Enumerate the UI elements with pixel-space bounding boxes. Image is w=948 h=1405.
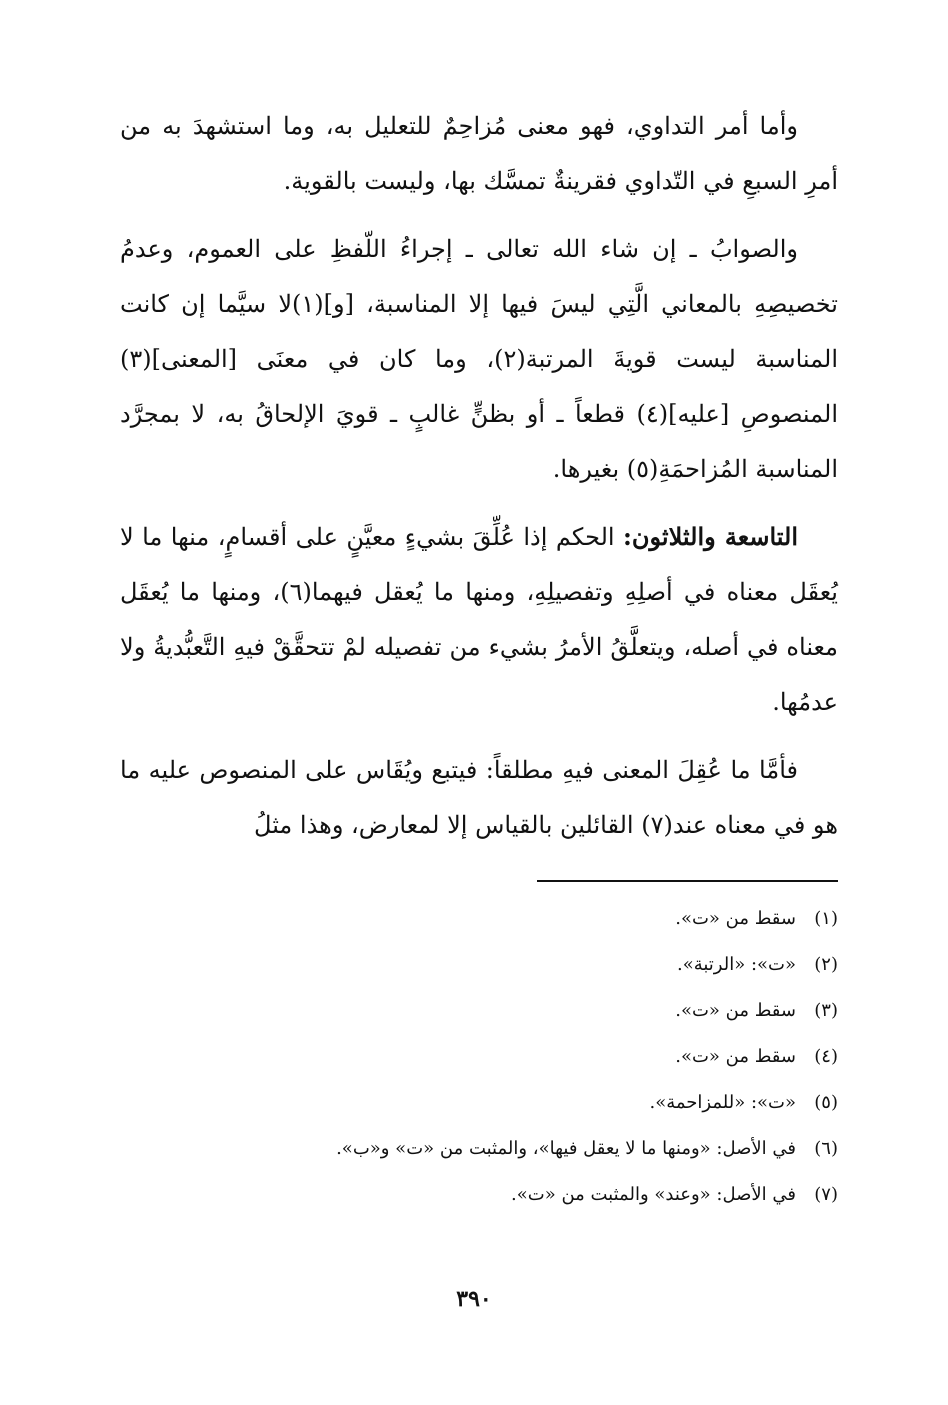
footnote-1-number: (١) (814, 908, 838, 929)
footnote-4-text: سقط من «ت». (675, 1046, 796, 1067)
paragraph-4-text: فأمَّا ما عُقِلَ المعنى فيهِ مطلقاً: فيتبع ويُقَاس على المنصوص عليه ما هو في معناه عند(٧) القائلين بالقياس إلا لمعارض، وهذا مثلُ (120, 756, 838, 839)
main-text (120, 98, 838, 853)
footnote-4 (120, 1034, 838, 1080)
footnote-7-text: في الأصل: «وعند» والمثبت من «ت». (511, 1184, 796, 1205)
paragraph-4 (120, 742, 838, 853)
footnote-4-number: (٤) (814, 1046, 838, 1067)
paragraph-2 (120, 221, 838, 497)
paragraph-1 (120, 98, 838, 209)
footnote-3 (120, 988, 838, 1034)
paragraph-3-text: الحكم إذا عُلِّقَ بشيءٍ معيَّنٍ على أقسامٍ، منها ما لا يُعقَل معناه في أصلِهِ وتفصيلِهِ، ومنها ما يُعقل فيهما(٦)، ومنها ما يُعقَل معناه في أصله، ويتعلَّقُ الأمرُ بشيء من تفصيله لمْ تتحقَّقْ فيهِ التَّعبُّديةُ ولا عدمُها. (120, 523, 838, 716)
paragraph-3 (120, 509, 838, 730)
paragraph-2-text: والصوابُ ـ إن شاء الله تعالى ـ إجراءُ اللّفظِ على العموم، وعدمُ تخصيصِهِ بالمعاني الَّتِي ليسَ فيها إلا المناسبة، [و](١)لا سيَّما إن كانت المناسبة ليست قويةَ المرتبة(٢)، وما كان في معنَى [المعنى](٣) المنصوصِ [عليه](٤) قطعاً ـ أو بظنٍّ غالبٍ ـ قويَ الإلحاقُ به، لا بمجرَّد المناسبة المُزاحمَةِ(٥) بغيرها. (120, 235, 838, 483)
footnotes-list (120, 896, 838, 1218)
footnote-5 (120, 1080, 838, 1126)
footnote-2-text: «ت»: «الرتبة». (676, 954, 796, 975)
footnote-divider (537, 880, 838, 882)
footnote-6-number: (٦) (814, 1138, 838, 1159)
footnote-1-text: سقط من «ت». (675, 908, 796, 929)
page-number: ٣٩٠ (456, 1286, 492, 1312)
footnote-7-number: (٧) (814, 1184, 838, 1205)
paragraph-3-lead: التاسعة والثلاثون: (623, 522, 799, 551)
footnote-2-number: (٢) (814, 954, 838, 975)
footnote-7 (120, 1172, 838, 1218)
footnote-5-number: (٥) (814, 1092, 838, 1113)
footnote-6-text: في الأصل: «ومنها ما لا يعقل فيها»، والمثبت من «ت» و«ب». (336, 1138, 796, 1159)
footnote-5-text: «ت»: «للمزاحمة». (649, 1092, 796, 1113)
footnote-3-text: سقط من «ت». (675, 1000, 796, 1021)
footnote-6 (120, 1126, 838, 1172)
footnote-2 (120, 942, 838, 988)
paragraph-1-text: وأما أمر التداوي، فهو معنى مُزاحِمٌ للتعليل به، وما استشهدَ به من أمرِ السبعِ في التّداوي فقرينةٌ تمسَّك بها، وليست بالقوية. (120, 112, 838, 195)
footnote-1 (120, 896, 838, 942)
footnote-3-number: (٣) (814, 1000, 838, 1021)
